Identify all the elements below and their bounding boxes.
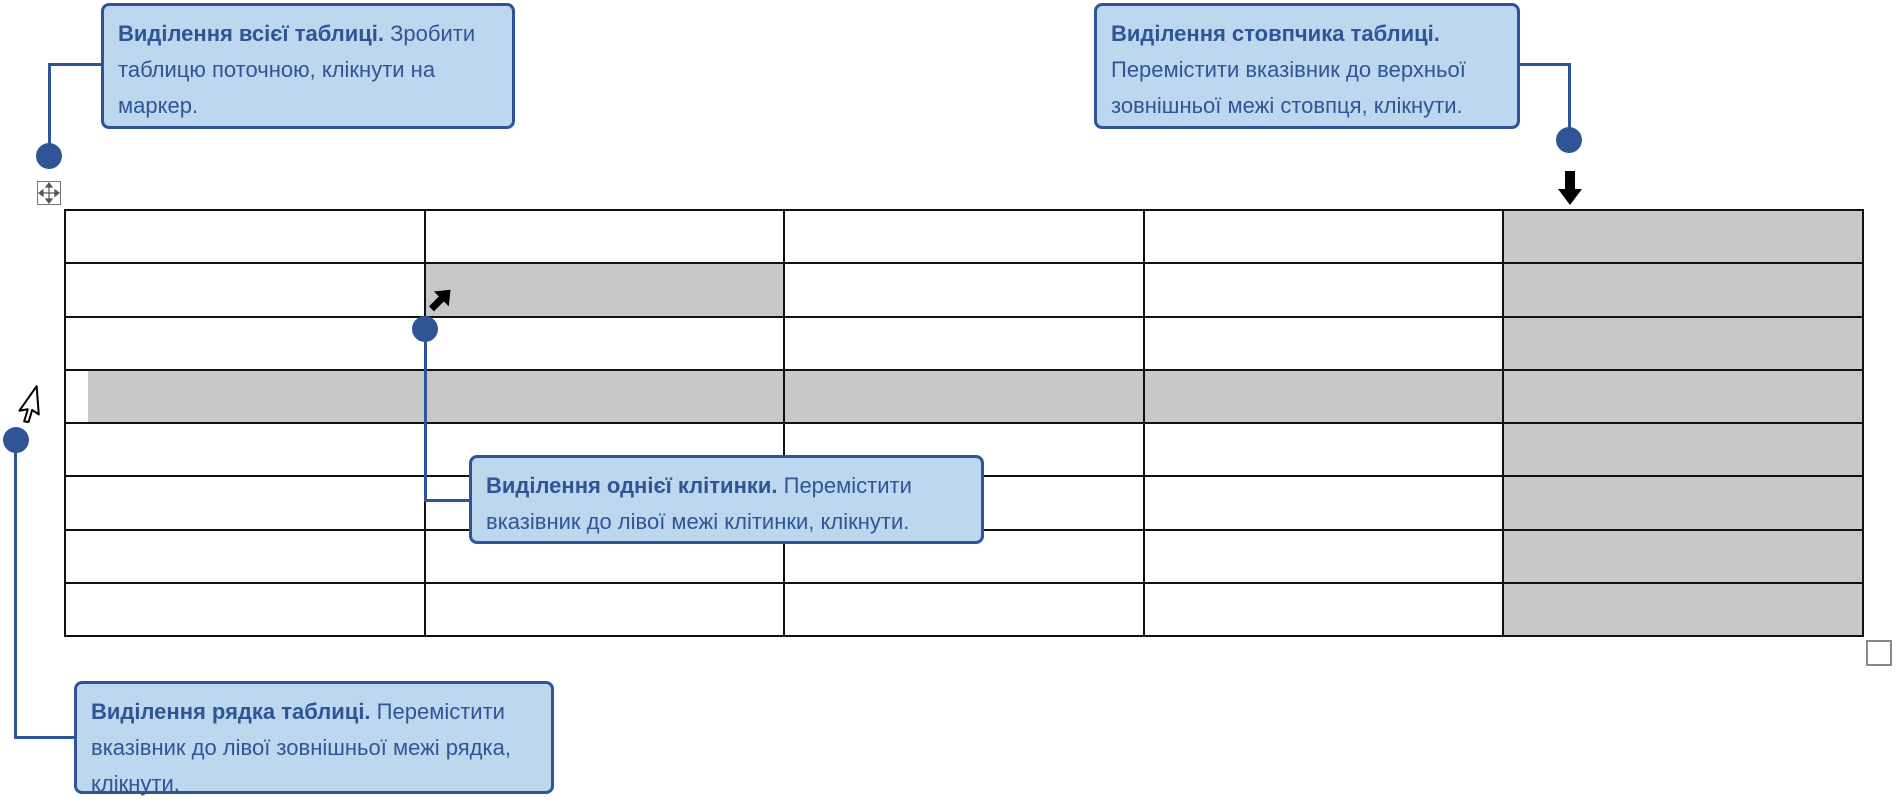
table-row bbox=[65, 317, 1863, 370]
connector-select-table-v bbox=[48, 63, 51, 154]
table-cell[interactable] bbox=[784, 583, 1144, 636]
table-cell[interactable] bbox=[425, 317, 785, 370]
table-cell-selected-column[interactable] bbox=[1503, 263, 1863, 316]
table-cell-selected-column[interactable] bbox=[1503, 370, 1863, 423]
marker-dot-select-table bbox=[36, 143, 62, 169]
callout-select-row bbox=[74, 681, 554, 794]
callout-select-column-title: Виділення стовпчика таблиці. bbox=[1111, 21, 1440, 46]
connector-select-cell-h bbox=[424, 499, 471, 502]
table-cell-selected[interactable] bbox=[425, 263, 785, 316]
callout-select-column-body: Перемістити вказівник до верхньої зовнішньої межі стовпця, клікнути. bbox=[1111, 57, 1466, 118]
callout-select-column bbox=[1094, 3, 1520, 129]
connector-select-column-h bbox=[1518, 63, 1571, 66]
callout-select-row-body: Перемістити вказівник до лівої зовнішньої межі рядка, клікнути. bbox=[91, 699, 511, 796]
callout-select-row-title: Виділення рядка таблиці. bbox=[91, 699, 371, 724]
table-cell[interactable] bbox=[784, 210, 1144, 263]
mouse-pointer-icon bbox=[15, 383, 43, 425]
table-cell[interactable] bbox=[1144, 530, 1504, 583]
marker-dot-select-row bbox=[3, 427, 29, 453]
table-cell-selected-row[interactable] bbox=[65, 370, 425, 423]
table-cell[interactable] bbox=[784, 317, 1144, 370]
table-cell[interactable] bbox=[65, 583, 425, 636]
connector-select-column-v bbox=[1568, 63, 1571, 131]
diagonal-arrow-icon bbox=[426, 285, 456, 315]
table-cell-selected-column[interactable] bbox=[1503, 317, 1863, 370]
table-cell[interactable] bbox=[65, 317, 425, 370]
table-cell[interactable] bbox=[1144, 317, 1504, 370]
connector-select-table-h bbox=[48, 63, 102, 66]
table-move-handle[interactable] bbox=[37, 181, 61, 205]
table-cell[interactable] bbox=[65, 423, 425, 476]
table-cell-selected-column[interactable] bbox=[1503, 423, 1863, 476]
table-cell[interactable] bbox=[425, 583, 785, 636]
table-cell-selected-row[interactable] bbox=[1144, 370, 1504, 423]
callout-select-table-body: Зробити таблицю поточною, клікнути на маркер. bbox=[118, 21, 476, 118]
table-cell[interactable] bbox=[65, 210, 425, 263]
table-cell-selected-row[interactable] bbox=[425, 370, 785, 423]
callout-select-cell bbox=[469, 455, 984, 544]
table-row-selected bbox=[65, 370, 1863, 423]
callout-select-table-title: Виділення всієї таблиці. bbox=[118, 21, 385, 46]
callout-select-cell-title: Виділення однієї клітинки. bbox=[486, 473, 778, 498]
table-resize-handle[interactable] bbox=[1866, 640, 1892, 666]
word-table bbox=[64, 209, 1864, 637]
connector-select-cell-v bbox=[424, 328, 427, 502]
connector-select-row-h bbox=[14, 736, 76, 739]
table-cell[interactable] bbox=[1144, 210, 1504, 263]
table-cell[interactable] bbox=[425, 210, 785, 263]
table-row bbox=[65, 263, 1863, 316]
row-selection-fill bbox=[88, 371, 424, 422]
table-cell-selected-column[interactable] bbox=[1503, 476, 1863, 529]
table-cell[interactable] bbox=[65, 476, 425, 529]
marker-dot-select-column bbox=[1556, 127, 1582, 153]
table-cell-selected-column[interactable] bbox=[1503, 530, 1863, 583]
table-cell[interactable] bbox=[1144, 263, 1504, 316]
callout-select-table bbox=[101, 3, 515, 129]
table-row bbox=[65, 583, 1863, 636]
table-cell[interactable] bbox=[1144, 583, 1504, 636]
connector-select-row-v bbox=[14, 437, 17, 739]
callout-select-cell-body: Перемістити вказівник до лівої межі клітинки, клікнути. bbox=[486, 473, 912, 534]
table-cell[interactable] bbox=[784, 263, 1144, 316]
table-cell-selected-row[interactable] bbox=[784, 370, 1144, 423]
table-cell-selected-column[interactable] bbox=[1503, 583, 1863, 636]
table-cell[interactable] bbox=[1144, 476, 1504, 529]
marker-dot-select-cell bbox=[412, 316, 438, 342]
table-cell-selected-column[interactable] bbox=[1503, 210, 1863, 263]
four-way-arrow-icon bbox=[38, 182, 60, 204]
table-cell[interactable] bbox=[65, 263, 425, 316]
table-cell[interactable] bbox=[65, 530, 425, 583]
table-row bbox=[65, 210, 1863, 263]
down-arrow-icon bbox=[1558, 171, 1582, 205]
table-cell[interactable] bbox=[1144, 423, 1504, 476]
